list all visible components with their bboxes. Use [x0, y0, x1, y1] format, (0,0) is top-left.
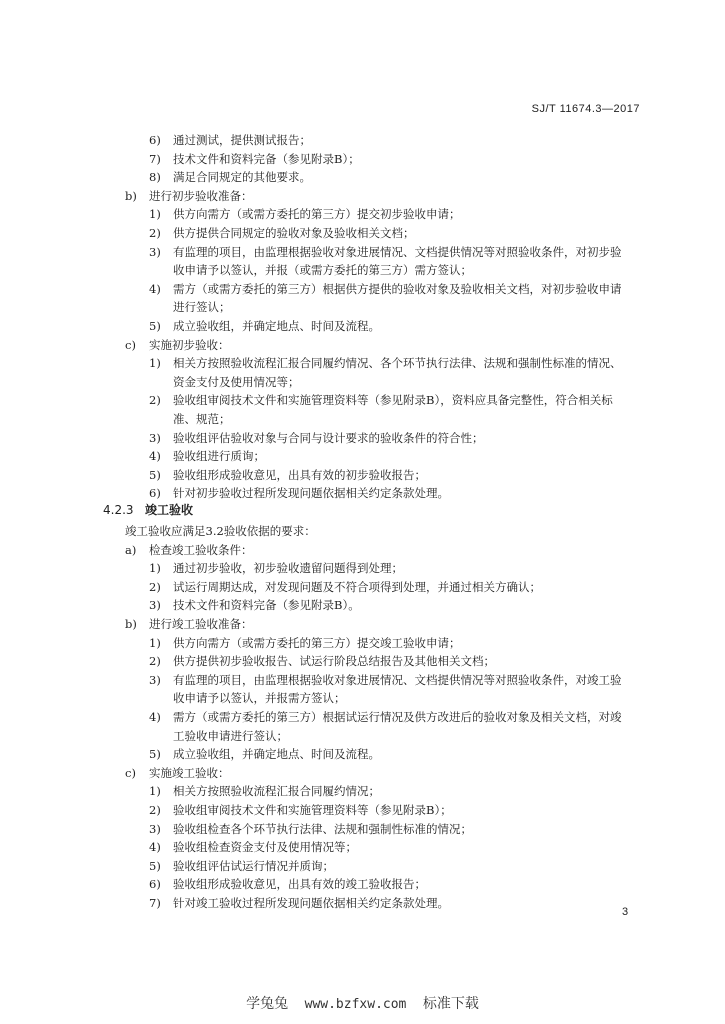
- list-number-marker: 4): [149, 281, 161, 296]
- list-number-marker: 1): [149, 635, 161, 650]
- list-number-marker: 7): [149, 896, 161, 910]
- clause-text-line: 准、规范；: [173, 412, 231, 426]
- list-letter-marker: b): [125, 617, 137, 631]
- clause-text-line: 验收组评估验收对象与合同与设计要求的验收条件的符合性；: [173, 430, 484, 445]
- list-number-marker: 5): [149, 467, 161, 482]
- clause-text-line: 需方（或需方委托的第三方）根据供方提供的验收对象及验收相关文档，对初步验收申请: [173, 281, 622, 296]
- clause-text-line: 通过测试，提供测试报告；: [173, 133, 311, 147]
- list-number-marker: 3): [149, 430, 161, 445]
- clause-text-line: 有监理的项目，由监理根据验收对象进展情况、文档提供情况等对照验收条件，对初步验: [173, 244, 622, 259]
- standard-code: SJ/T 11674.3—2017: [531, 103, 640, 115]
- section-number: 4.2.3: [103, 503, 134, 517]
- clause-text-line: 实施竣工验收：: [149, 765, 230, 780]
- list-number-marker: 5): [149, 319, 161, 333]
- list-number-marker: 5): [149, 747, 161, 762]
- list-number-marker: 1): [149, 207, 161, 222]
- clause-text-line: 供方提供初步验收报告、试运行阶段总结报告及其他相关文档；: [173, 654, 495, 669]
- list-number-marker: 1): [149, 784, 161, 799]
- list-letter-marker: c): [125, 765, 136, 780]
- clause-text-line: 收申请予以签认，并报（或需方委托的第三方）需方签认；: [173, 263, 472, 278]
- clause-text-line: 进行竣工验收准备：: [149, 617, 253, 631]
- list-letter-marker: c): [125, 337, 136, 352]
- section-heading: [103, 501, 193, 518]
- clause-text-line: 相关方按照验收流程汇报合同履约情况、各个环节执行法律、法规和强制性标准的情况、: [173, 356, 622, 371]
- clause-text-line: 通过初步验收，初步验收遗留问题得到处理；: [173, 561, 403, 576]
- clause-text-line: 需方（或需方委托的第三方）根据试运行情况及供方改进后的验收对象及相关文档，对竣: [173, 710, 622, 724]
- clause-text-line: 供方向需方（或需方委托的第三方）提交竣工验收申请；: [173, 635, 461, 650]
- list-number-marker: 4): [149, 840, 161, 855]
- list-number-marker: 2): [149, 226, 161, 240]
- list-letter-marker: a): [125, 542, 137, 557]
- clause-text-line: 验收组形成验收意见，出具有效的初步验收报告；: [173, 467, 426, 482]
- clause-text-line: 满足合同规定的其他要求。: [173, 170, 311, 185]
- clause-text-line: 验收组进行质询；: [173, 449, 265, 464]
- clause-text-line: 资金支付及使用情况等；: [173, 374, 300, 389]
- list-number-marker: 5): [149, 858, 161, 873]
- list-letter-marker: b): [125, 188, 137, 203]
- clause-text-line: 技术文件和资料完备（参见附录B）。: [173, 598, 360, 613]
- clause-text-line: 针对竣工验收过程所发现问题依据相关约定条款处理。: [173, 896, 449, 910]
- clause-text-line: 验收组检查资金支付及使用情况等；: [173, 840, 357, 855]
- list-number-marker: 3): [149, 672, 161, 687]
- list-number-marker: 3): [149, 821, 161, 836]
- clause-text-line: 验收组评估试运行情况并质询；: [173, 858, 334, 873]
- clause-text-line: 供方提供合同规定的验收对象及验收相关文档；: [173, 226, 415, 240]
- list-number-marker: 8): [149, 170, 161, 185]
- list-number-marker: 2): [149, 579, 161, 594]
- list-number-marker: 2): [149, 803, 161, 817]
- list-number-marker: 7): [149, 151, 161, 166]
- clause-text-line: 工验收申请进行签认；: [173, 728, 288, 743]
- clause-text-line: 进行初步验收准备：: [149, 188, 253, 203]
- clause-text-line: 验收组检查各个环节执行法律、法规和强制性标准的情况；: [173, 821, 472, 836]
- clause-text-line: 成立验收组，并确定地点、时间及流程。: [173, 319, 380, 333]
- list-number-marker: 1): [149, 561, 161, 576]
- clause-text-line: 验收组审阅技术文件和实施管理资料等（参见附录B），资料应具备完整性，符合相关标: [173, 393, 613, 408]
- list-number-marker: 2): [149, 654, 161, 669]
- list-number-marker: 6): [149, 133, 161, 147]
- list-number-marker: 6): [149, 877, 161, 892]
- list-number-marker: 6): [149, 486, 161, 501]
- footer-label: 标准下载: [422, 996, 479, 1012]
- footer-url[interactable]: www.bzfxw.com: [304, 997, 407, 1012]
- footer-watermark: [0, 993, 725, 1013]
- clause-text-line: 验收组审阅技术文件和实施管理资料等（参见附录B）；: [173, 803, 452, 817]
- clause-text-line: 有监理的项目，由监理根据验收对象进展情况、文档提供情况等对照验收条件，对竣工验: [173, 672, 622, 687]
- clause-text-line: 相关方按照验收流程汇报合同履约情况；: [173, 784, 380, 799]
- clause-text-line: 进行签认；: [173, 300, 231, 315]
- clause-text-line: 验收组形成验收意见，出具有效的竣工验收报告；: [173, 877, 426, 892]
- list-number-marker: 4): [149, 449, 161, 464]
- clause-text-line: 试运行周期达成，对发现问题及不符合项得到处理，并通过相关方确认；: [173, 579, 541, 594]
- section-title: 竣工验收: [145, 503, 194, 517]
- list-number-marker: 1): [149, 356, 161, 371]
- footer-site: 学兔兔: [246, 996, 289, 1012]
- clause-text-line: 收申请予以签认，并报需方签认；: [173, 691, 346, 706]
- page-number: 3: [622, 906, 629, 918]
- clause-text-line: 检查竣工验收条件：: [149, 542, 253, 557]
- list-number-marker: 2): [149, 393, 161, 408]
- clause-text-line: 技术文件和资料完备（参见附录B）；: [173, 151, 360, 166]
- clause-text-line: 针对初步验收过程所发现问题依据相关约定条款处理。: [173, 486, 449, 501]
- list-number-marker: 3): [149, 598, 161, 613]
- clause-text-line: 供方向需方（或需方委托的第三方）提交初步验收申请；: [173, 207, 461, 222]
- clause-text-line: 成立验收组，并确定地点、时间及流程。: [173, 747, 380, 762]
- list-number-marker: 4): [149, 710, 161, 724]
- clause-text-line: 实施初步验收：: [149, 337, 230, 352]
- clause-text-line: 竣工验收应满足3.2验收依据的要求：: [125, 524, 316, 538]
- list-number-marker: 3): [149, 244, 161, 259]
